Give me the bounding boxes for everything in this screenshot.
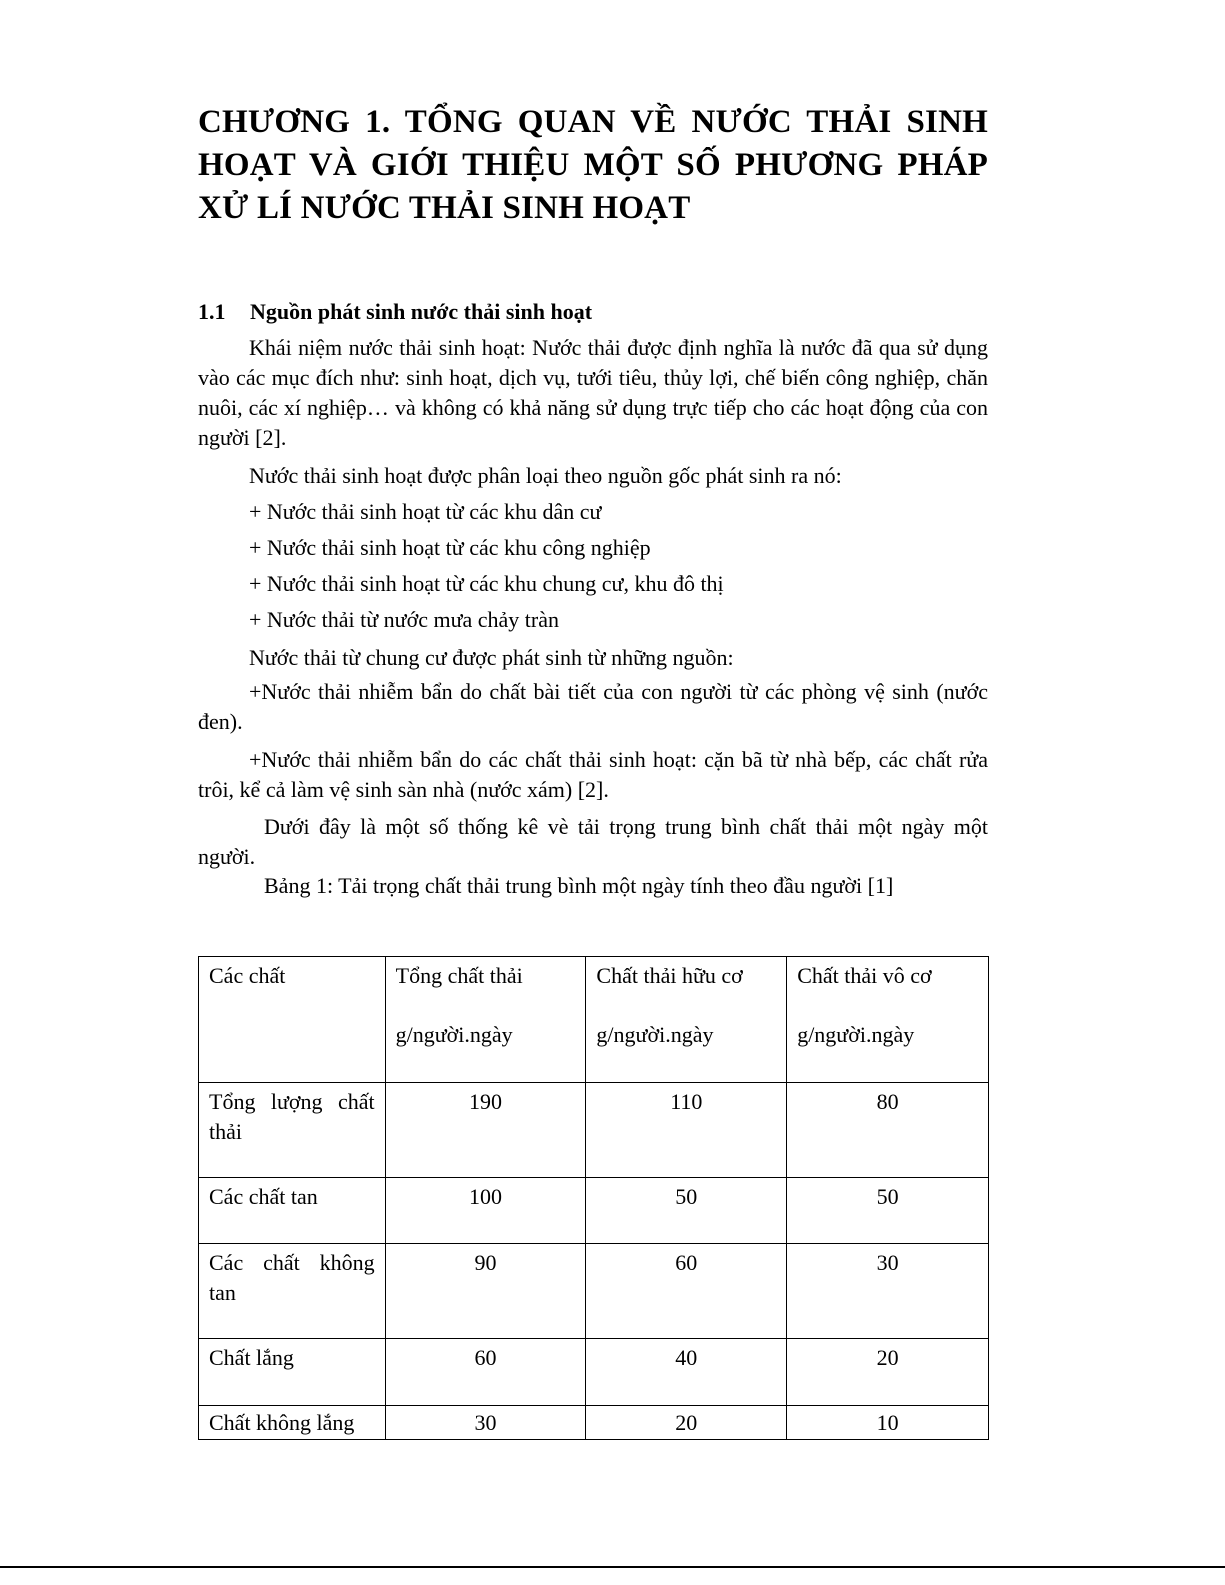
row-organic: 20 bbox=[586, 1406, 787, 1440]
row-name: Chất lắng bbox=[199, 1339, 386, 1406]
section-title: Nguồn phát sinh nước thải sinh hoạt bbox=[250, 299, 593, 324]
row-inorganic: 10 bbox=[787, 1406, 989, 1440]
table-row bbox=[199, 1339, 989, 1406]
header-unit: g/người.ngày bbox=[797, 1022, 915, 1047]
row-organic: 40 bbox=[586, 1339, 787, 1406]
chapter-title: CHƯƠNG 1. TỔNG QUAN VỀ NƯỚC THẢI SINH HOẠT VÀ GIỚI THIỆU MỘT SỐ PHƯƠNG PHÁP XỬ LÍ NƯỚC THẢI SINH HOẠT bbox=[198, 104, 988, 226]
section-heading bbox=[198, 297, 592, 327]
row-total: 30 bbox=[385, 1406, 586, 1440]
row-inorganic: 80 bbox=[787, 1083, 989, 1178]
table-row bbox=[199, 1244, 989, 1339]
stats-intro-paragraph: Dưới đây là một số thống kê vè tải trọng trung bình chất thải một ngày một người. bbox=[198, 814, 988, 869]
row-organic: 50 bbox=[586, 1178, 787, 1244]
blackwater-paragraph: +Nước thải nhiễm bẩn do chất bài tiết của con người từ các phòng vệ sinh (nước đen). bbox=[198, 679, 988, 734]
classification-intro: Nước thải sinh hoạt được phân loại theo nguồn gốc phát sinh ra nó: bbox=[249, 463, 842, 488]
apartment-intro: Nước thải từ chung cư được phát sinh từ những nguồn: bbox=[249, 645, 734, 670]
table-row bbox=[199, 1178, 989, 1244]
row-inorganic: 20 bbox=[787, 1339, 989, 1406]
row-name: Các chất không tan bbox=[199, 1244, 386, 1339]
source-item: + Nước thải sinh hoạt từ các khu công nghiệp bbox=[249, 535, 651, 560]
table-row bbox=[199, 1406, 989, 1440]
row-organic: 60 bbox=[586, 1244, 787, 1339]
row-inorganic: 50 bbox=[787, 1178, 989, 1244]
row-inorganic: 30 bbox=[787, 1244, 989, 1339]
header-substance: Các chất bbox=[199, 957, 386, 1083]
table-row bbox=[199, 1083, 989, 1178]
greywater-paragraph: +Nước thải nhiễm bẩn do các chất thải sinh hoạt: cặn bã từ nhà bếp, các chất rửa trôi, kể cả làm vệ sinh sàn nhà (nước xám) [2]. bbox=[198, 747, 988, 802]
source-item: + Nước thải sinh hoạt từ các khu chung cư, khu đô thị bbox=[249, 571, 724, 596]
section-number: 1.1 bbox=[198, 299, 226, 324]
row-total: 90 bbox=[385, 1244, 586, 1339]
header-inorganic: Chất thải vô cơ g/người.ngày bbox=[787, 957, 989, 1083]
page-bottom-rule bbox=[0, 1566, 1225, 1568]
table-header-row bbox=[199, 957, 989, 1083]
row-name: Các chất tan bbox=[199, 1178, 386, 1244]
row-name: Tổng lượng chất thải bbox=[199, 1083, 386, 1178]
row-total: 60 bbox=[385, 1339, 586, 1406]
row-organic: 110 bbox=[586, 1083, 787, 1178]
source-item: + Nước thải sinh hoạt từ các khu dân cư bbox=[249, 499, 602, 524]
header-unit: g/người.ngày bbox=[596, 1022, 714, 1047]
definition-paragraph: Khái niệm nước thải sinh hoạt: Nước thải được định nghĩa là nước đã qua sử dụng vào các mục đích như: sinh hoạt, dịch vụ, tưới tiêu, thủy lợi, chế biến công nghiệp, chăn nuôi, các xí nghiệp… và không có khả năng sử dụng trực tiếp cho các hoạt động của con người [2]. bbox=[198, 335, 988, 450]
row-total: 190 bbox=[385, 1083, 586, 1178]
row-name: Chất không lắng bbox=[199, 1406, 386, 1440]
header-organic: Chất thải hữu cơ g/người.ngày bbox=[586, 957, 787, 1083]
table-caption: Bảng 1: Tải trọng chất thải trung bình một ngày tính theo đầu người [1] bbox=[264, 873, 894, 898]
source-item: + Nước thải từ nước mưa chảy tràn bbox=[249, 607, 559, 632]
row-total: 100 bbox=[385, 1178, 586, 1244]
header-unit: g/người.ngày bbox=[395, 1022, 513, 1047]
waste-load-table bbox=[198, 956, 989, 1440]
header-total: Tổng chất thải g/người.ngày bbox=[385, 957, 586, 1083]
